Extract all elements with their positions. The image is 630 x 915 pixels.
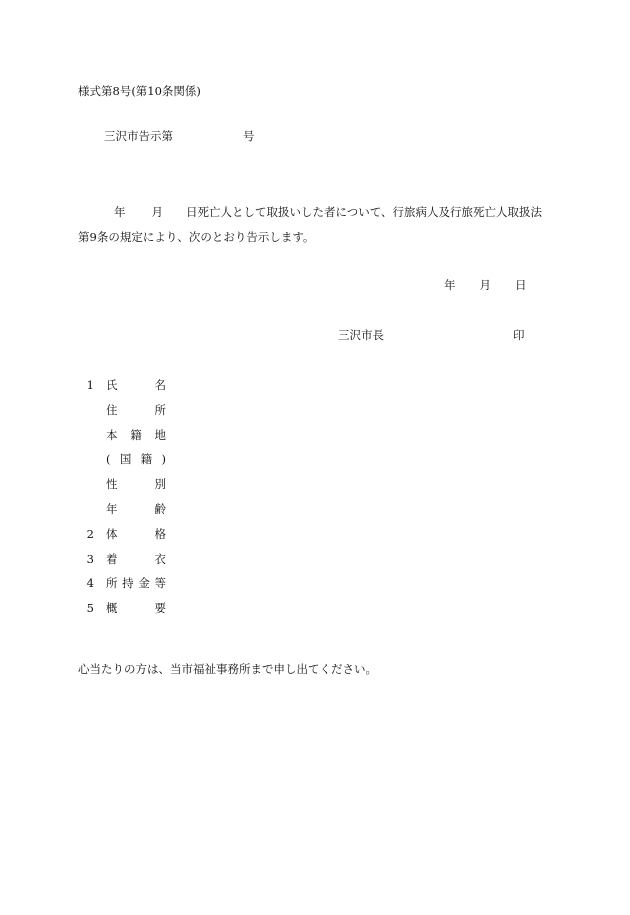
item-label-char: 衣 — [154, 551, 166, 566]
item-label-char: 齢 — [154, 502, 166, 516]
item-number: 3 — [86, 551, 94, 566]
item-label-char: 等 — [154, 576, 166, 591]
list-item — [0, 402, 630, 419]
item-label-char: 体 — [106, 526, 118, 541]
item-label-char: 籍 — [140, 452, 153, 467]
item-label — [106, 479, 166, 491]
body-year: 年 — [114, 205, 126, 219]
item-number: 4 — [86, 576, 94, 591]
list-item — [0, 551, 630, 568]
item-label-char: 金 — [138, 576, 150, 591]
item-label — [106, 603, 166, 615]
list-item — [0, 427, 630, 444]
item-label-char: 要 — [154, 601, 166, 616]
list-item — [0, 380, 630, 394]
item-label-char: 格 — [154, 526, 166, 541]
body-line-1 — [114, 207, 542, 219]
form-label: 様式第8号(第10条関係) — [78, 84, 201, 98]
item-label-char: 国 — [119, 452, 132, 467]
list-item — [0, 578, 630, 592]
body-month: 月 — [151, 205, 163, 219]
list-item — [0, 504, 630, 518]
item-label — [106, 380, 166, 392]
item-label — [106, 504, 166, 516]
item-number: 2 — [86, 526, 94, 541]
item-label — [106, 427, 166, 442]
list-item — [0, 526, 630, 543]
issue-date — [444, 280, 527, 292]
item-label-char: 年 — [106, 502, 118, 516]
item-label — [106, 402, 166, 417]
footer-text: 心当たりの方は、当市福祉事務所まで申し出てください。 — [78, 662, 377, 676]
item-label — [106, 454, 166, 466]
item-label-char: 概 — [106, 601, 118, 616]
date-year: 年 — [444, 278, 456, 292]
item-label-char: 地 — [154, 427, 166, 442]
body-line1-text: 日死亡人として取扱いした者について、行旅病人及行旅死亡人取扱法 — [186, 205, 543, 219]
item-label-char: 籍 — [130, 427, 142, 442]
date-month: 月 — [479, 278, 491, 292]
item-label-char: 名 — [154, 378, 166, 392]
item-label — [106, 551, 166, 566]
notice-number — [104, 131, 255, 143]
issuer-title: 三沢市長 — [338, 328, 384, 342]
item-label-char: ( — [106, 452, 111, 467]
item-label-char: 性 — [106, 477, 118, 492]
seal-mark: 印 — [513, 328, 525, 342]
date-day: 日 — [515, 278, 527, 292]
body-line-2: 第9条の規定により、次のとおり告示します。 — [78, 230, 315, 244]
notice-number-suffix: 号 — [243, 129, 255, 143]
item-number: 5 — [86, 601, 94, 616]
item-label-char: 所 — [106, 576, 118, 591]
item-label-char: 本 — [106, 427, 118, 442]
item-label — [106, 578, 166, 590]
item-number: 1 — [86, 378, 94, 392]
item-label-char: 別 — [154, 477, 166, 492]
list-item — [0, 479, 630, 493]
item-label-char: 所 — [154, 402, 166, 417]
list-item — [0, 603, 630, 617]
notice-number-prefix: 三沢市告示第 — [104, 129, 173, 143]
item-label-char: 持 — [122, 576, 134, 591]
item-label — [106, 526, 166, 541]
item-label-char: 着 — [106, 551, 118, 566]
item-label-char: ) — [161, 452, 166, 467]
item-label-char: 住 — [106, 402, 118, 417]
item-label-char: 氏 — [106, 378, 118, 392]
list-item — [0, 454, 630, 468]
